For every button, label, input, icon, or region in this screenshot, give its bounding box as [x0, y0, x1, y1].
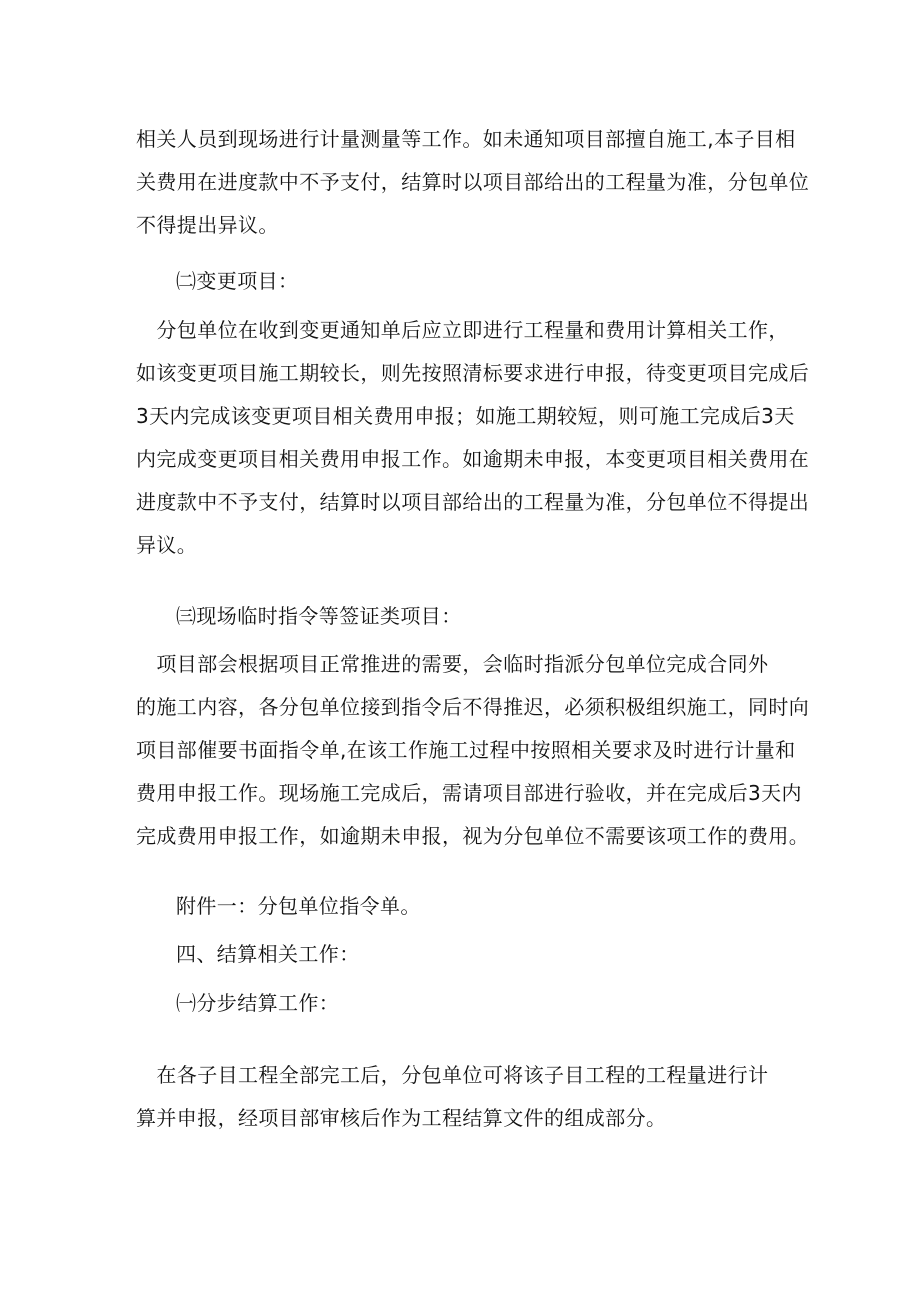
paragraph-step-settlement: [136, 1054, 796, 1140]
heading-change-items: [176, 260, 836, 303]
text-line: 如该变更项目施工期较长，则先按照清标要求进行申报，待变更项目完成后: [136, 361, 810, 385]
section-title: 四、结算相关工作：: [176, 942, 360, 966]
text-line: 算并申报，经项目部审核后作为工程结算文件的组成部分。: [136, 1106, 667, 1130]
heading-onsite-items: [176, 595, 836, 638]
text-line: 进度款中不予支付，结算时以项目部给出的工程量为准，分包单位不得提出: [136, 490, 810, 514]
text-line: 完成费用申报工作，如逾期未申报，视为分包单位不需要该项工作的费用。: [136, 824, 810, 848]
attachment-text: 附件一：分包单位指令单。: [176, 894, 421, 918]
text-line: 项目部催要书面指令单,在该工作施工过程中按照相关要求及时进行计量和: [136, 738, 796, 762]
text-line: 的施工内容，各分包单位接到指令后不得推迟，必须积极组织施工，同时向: [136, 695, 810, 719]
heading-step-settlement: [176, 982, 836, 1025]
paragraph-onsite-items: [136, 643, 810, 858]
text-line: 项目部会根据项目正常推进的需要，会临时指派分包单位完成合同外: [136, 652, 769, 676]
text-line: 异议。: [136, 533, 198, 557]
text-line: 关费用在进度款中不予支付，结算时以项目部给出的工程量为准，分包单位: [136, 170, 810, 194]
text-line: 3天内完成该变更项目相关费用申报；如施工期较短，则可施工完成后3天: [136, 404, 795, 428]
heading-text: ㈡变更项目：: [176, 269, 299, 293]
section-four-heading: [176, 933, 836, 976]
attachment-note: [176, 885, 836, 928]
text-line: 内完成变更项目相关费用申报工作。如逾期未申报，本变更项目相关费用在: [136, 447, 810, 471]
text-line: 费用申报工作。现场施工完成后，需请项目部进行验收，并在完成后3天内: [136, 781, 802, 805]
text-line: 不得提出异议。: [136, 213, 279, 237]
text-line: 相关人员到现场进行计量测量等工作。如未通知项目部擅自施工,本子目相: [136, 127, 796, 151]
paragraph-change-items: [136, 309, 810, 567]
heading-text: ㈢现场临时指令等签证类项目：: [176, 604, 462, 628]
paragraph-continuation: [136, 118, 810, 247]
heading-text: ㈠分步结算工作：: [176, 991, 340, 1015]
text-line: 在各子目工程全部完工后，分包单位可将该子目工程的工程量进行计: [136, 1063, 769, 1087]
text-line: 分包单位在收到变更通知单后应立即进行工程量和费用计算相关工作，: [136, 318, 789, 342]
